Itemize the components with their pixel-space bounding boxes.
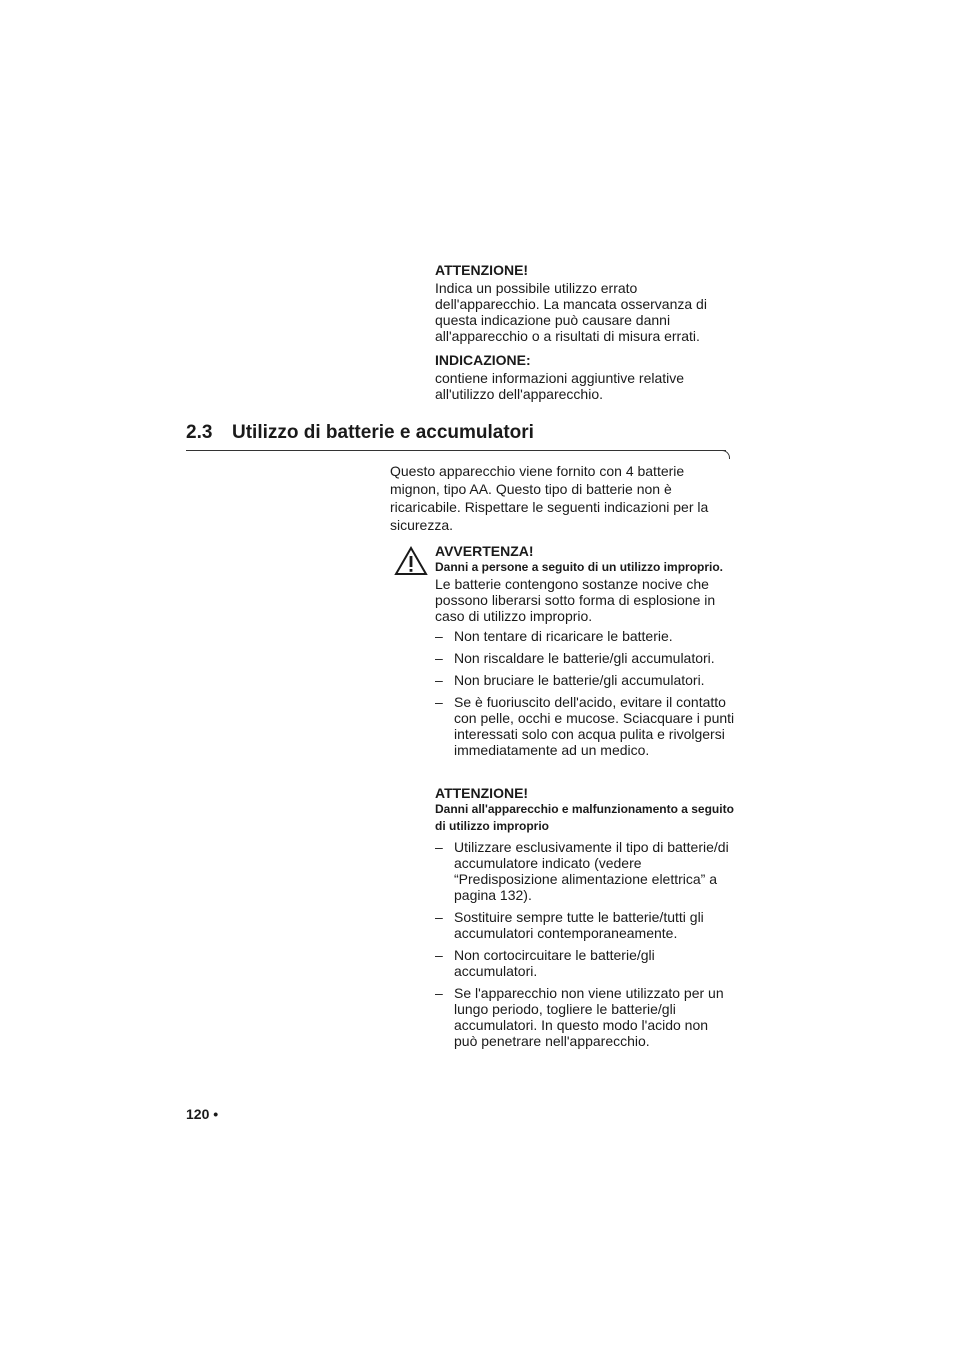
section-divider: [186, 450, 726, 459]
list-item: [435, 839, 735, 903]
dash-marker: –: [435, 694, 443, 710]
note-label-indicazione: INDICAZIONE:: [435, 352, 531, 368]
note-text-attenzione: Indica un possibile utilizzo errato dell'apparecchio. La mancata osservanza di questa indicazione può causare danni all'apparecchio o a risultati di misura errati.: [435, 280, 707, 344]
page-number: 120 •: [186, 1106, 219, 1122]
list-item: [435, 650, 735, 666]
caution-label: ATTENZIONE!: [435, 785, 529, 801]
warning-list: [435, 628, 735, 758]
caution-list: [435, 839, 735, 1049]
list-item-text: Non cortocircuitare le batterie/gli accumulatori.: [454, 947, 655, 979]
list-item: [435, 985, 735, 1049]
warning-label: AVVERTENZA!: [435, 543, 534, 559]
warning-triangle-icon: [394, 546, 428, 576]
section-heading: [186, 422, 731, 459]
dash-marker: –: [435, 985, 443, 1001]
dash-marker: –: [435, 650, 443, 666]
dash-marker: –: [435, 909, 443, 925]
intro-paragraph: Questo apparecchio viene fornito con 4 batterie mignon, tipo AA. Questo tipo di batterie non è ricaricabile. Rispettare le seguenti indicazioni per la sicurezza.: [390, 463, 709, 533]
top-notes: [435, 262, 735, 410]
dash-marker: –: [435, 672, 443, 688]
list-item-text: Utilizzare esclusivamente il tipo di batterie/di accumulatore indicato (vedere “Predisposizione alimentazione elettrica” a pagina 132).: [454, 839, 729, 903]
list-item: [435, 672, 735, 688]
list-item-text: Non tentare di ricaricare le batterie.: [454, 628, 673, 644]
caution-subtitle: Danni all'apparecchio e malfunzionamento a seguito di utilizzo improprio: [435, 802, 734, 833]
dash-marker: –: [435, 947, 443, 963]
warning-block: [435, 543, 735, 764]
section-title-text: Utilizzo di batterie e accumulatori: [232, 422, 534, 443]
dash-marker: –: [435, 839, 443, 855]
note-text-indicazione: contiene informazioni aggiuntive relative all'utilizzo dell'apparecchio.: [435, 370, 685, 402]
list-item-text: Se è fuoriuscito dell'acido, evitare il contatto con pelle, occhi e mucose. Sciacquare i punti interessati solo con acqua pulita e rivolgersi immediatamente ad un medico.: [454, 694, 735, 758]
list-item: [435, 694, 735, 758]
list-item-text: Sostituire sempre tutte le batterie/tutti gli accumulatori contemporaneamente.: [454, 909, 704, 941]
list-item: [435, 909, 735, 941]
list-item-text: Non bruciare le batterie/gli accumulatori.: [454, 672, 705, 688]
warning-subtitle: Danni a persone a seguito di un utilizzo improprio.: [435, 560, 724, 574]
note-label-attenzione: ATTENZIONE!: [435, 262, 529, 278]
section-number: 2.3: [186, 422, 213, 443]
dash-marker: –: [435, 628, 443, 644]
list-item-text: Non riscaldare le batterie/gli accumulatori.: [454, 650, 715, 666]
list-item-text: Se l'apparecchio non viene utilizzato per un lungo periodo, togliere le batterie/gli accumulatori. In questo modo l'acido non può penetrare nell'apparecchio.: [454, 985, 724, 1049]
warning-text: Le batterie contengono sostanze nocive che possono liberarsi sotto forma di esplosione in caso di utilizzo improprio.: [435, 576, 716, 624]
section-title: [186, 422, 731, 444]
list-item: [435, 947, 735, 979]
list-item: [435, 628, 735, 644]
caution-block: [435, 785, 735, 1055]
